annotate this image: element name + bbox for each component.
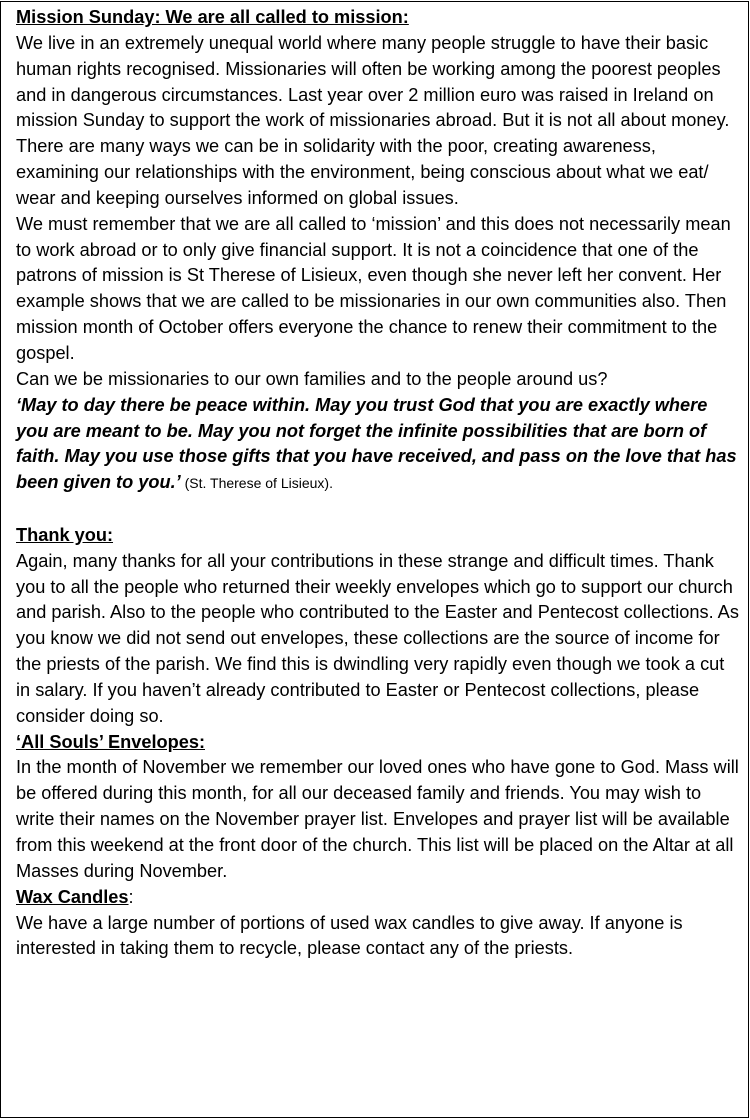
wax-candles-heading-line: [16, 885, 740, 911]
mission-paragraph-1: We live in an extremely unequal world where many people struggle to have their basic human rights recognised. Missionaries will often be working among the poorest peoples and in dangerous circumstances. Last year over 2 million euro was raised in Ireland on mission Sunday to support the work of missionaries abroad. But it is not all about money. There are many ways we can be in solidarity with the poor, creating awareness, examining our relationships with the environment, being conscious about what we eat/ wear and keeping ourselves informed on global issues.: [16, 32, 730, 208]
wax-candles-body: We have a large number of portions of used wax candles to give away. If anyone is interested in taking them to recycle, please contact any of the priests.: [16, 912, 683, 959]
wax-candles-heading-colon: :: [128, 886, 134, 907]
quote-paragraph: [16, 393, 740, 497]
all-souls-heading: ‘All Souls’ Envelopes:: [16, 731, 205, 752]
all-souls-body: In the month of November we remember our loved ones who have gone to God. Mass will be offered during this month, for all our deceased family and friends. You may wish to write their names on the November prayer list. Envelopes and prayer list will be available from this weekend at the front door of the church. This list will be placed on the Altar at all Masses during November.: [16, 757, 739, 881]
quote-citation: (St. Therese of Lisieux).: [180, 475, 333, 492]
thank-you-body: Again, many thanks for all your contributions in these strange and difficult times. Thank you to all the people who returned their weekly envelopes which go to support our church and parish. Also to the people who contributed to the Easter and Pentecost collections. As you know we did not send out envelopes, these collections are the source of income for the priests of the parish. We find this is dwindling very rapidly even though we took a cut in salary. If you haven’t already contributed to Easter or Pentecost collections, please consider doing so.: [16, 550, 739, 726]
all-souls-section: [16, 730, 740, 885]
section-spacer: [16, 497, 740, 523]
newsletter-page: [0, 1, 749, 1118]
wax-candles-heading: Wax Candles: [16, 886, 129, 907]
mission-paragraph-3: Can we be missionaries to our own families and to the people around us?: [16, 368, 608, 389]
mission-paragraph-2: We must remember that we are all called to ‘mission’ and this does not necessarily mean to work abroad or to only give financial support. It is not a coincidence that one of the patrons of mission is St Therese of Lisieux, even though she never left her convent. Her example shows that we are called to be missionaries in our own communities also. Then mission month of October offers everyone the chance to renew their commitment to the gospel.: [16, 213, 731, 363]
thank-you-section: [16, 523, 740, 730]
therese-quote: ‘May to day there be peace within. May you trust God that you are exactly where you are meant to be. May you not forget the infinite possibilities that are born of faith. May you use those gifts that you have received, and pass on the love that has been given to you.’: [16, 394, 737, 493]
wax-candles-section: [16, 885, 740, 963]
mission-sunday-heading: Mission Sunday: We are all called to mission:: [16, 7, 409, 27]
thank-you-heading: Thank you:: [16, 524, 114, 545]
mission-sunday-section: [16, 5, 740, 497]
